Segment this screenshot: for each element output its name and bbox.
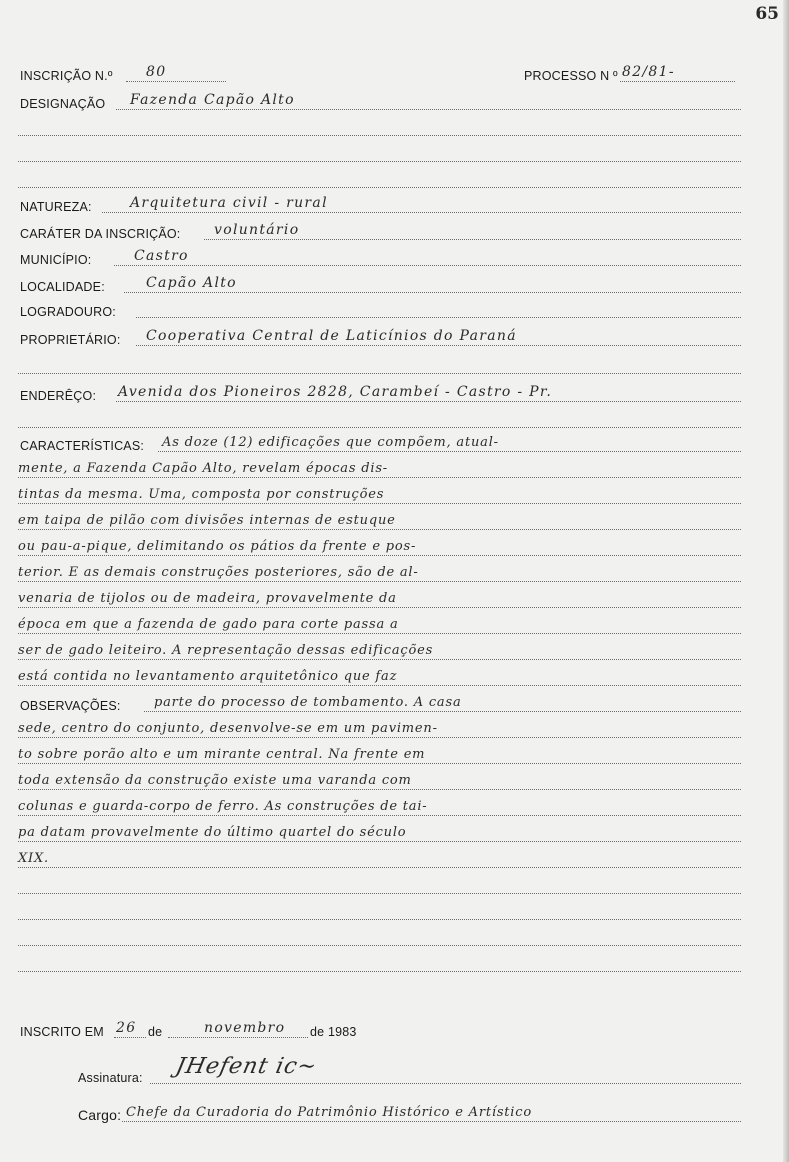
caracteristicas-row bbox=[18, 588, 741, 612]
localidade-label: LOCALIDADE: bbox=[20, 280, 105, 294]
proprietario-dotline bbox=[136, 345, 741, 346]
inscrito-month: novembro bbox=[204, 1020, 286, 1036]
caracteristicas-line-10: está contida no levantamento arquitetônico que faz bbox=[18, 669, 398, 684]
blank-line bbox=[18, 408, 741, 432]
municipio-dotline bbox=[114, 265, 741, 266]
observacoes-line-5: colunas e guarda-corpo de ferro. As construções de tai- bbox=[18, 799, 428, 814]
caracteristicas-row bbox=[18, 666, 741, 690]
dotline bbox=[18, 763, 741, 764]
dotline bbox=[18, 555, 741, 556]
scan-edge bbox=[783, 0, 789, 1162]
observacoes-row bbox=[18, 822, 741, 846]
caracteristicas-row bbox=[18, 640, 741, 664]
observacoes-line-1: parte do processo de tombamento. A casa bbox=[154, 695, 462, 710]
observacoes-row bbox=[18, 796, 741, 820]
inscrito-year: de 1983 bbox=[310, 1025, 357, 1039]
inscrito-day-dotline bbox=[114, 1037, 146, 1038]
observacoes-label: OBSERVAÇÕES: bbox=[20, 699, 121, 713]
inscricao-row bbox=[18, 62, 741, 86]
inscrito-label: INSCRITO EM bbox=[20, 1025, 104, 1039]
cargo-value: Chefe da Curadoria do Patrimônio Histórico e Artístico bbox=[126, 1105, 532, 1120]
assinatura-row bbox=[18, 1064, 741, 1088]
processo-dotline bbox=[620, 81, 735, 82]
caracteristicas-line-6: terior. E as demais construções posteriores, são de al- bbox=[18, 565, 419, 580]
observacoes-row bbox=[18, 692, 741, 716]
carater-dotline bbox=[204, 239, 741, 240]
endereco-row bbox=[18, 382, 741, 406]
dotline bbox=[18, 659, 741, 660]
caracteristicas-dotline bbox=[158, 451, 741, 452]
dotline bbox=[18, 477, 741, 478]
municipio-value: Castro bbox=[134, 248, 189, 264]
dotline bbox=[18, 161, 741, 162]
municipio-label: MUNICÍPIO: bbox=[20, 253, 92, 267]
observacoes-row bbox=[18, 718, 741, 742]
dotline bbox=[18, 503, 741, 504]
inscricao-label: INSCRIÇÃO N.º bbox=[20, 69, 113, 83]
processo-value: 82/81- bbox=[622, 64, 675, 80]
dotline bbox=[18, 427, 741, 428]
natureza-value: Arquitetura civil - rural bbox=[130, 195, 328, 211]
caracteristicas-line-2: mente, a Fazenda Capão Alto, revelam épocas dis- bbox=[18, 461, 388, 476]
inscricao-dotline bbox=[126, 81, 226, 82]
page-number: 65 bbox=[755, 4, 779, 24]
inscrito-day: 26 bbox=[116, 1020, 137, 1036]
endereco-value: Avenida dos Pioneiros 2828, Carambeí - Castro - Pr. bbox=[118, 384, 553, 400]
logradouro-row bbox=[18, 298, 741, 322]
localidade-value: Capão Alto bbox=[146, 275, 237, 291]
inscrito-row bbox=[18, 1018, 741, 1042]
designacao-row bbox=[18, 90, 741, 114]
dotline bbox=[18, 841, 741, 842]
observacoes-line-4: toda extensão da construção existe uma varanda com bbox=[18, 773, 412, 788]
logradouro-label: LOGRADOURO: bbox=[20, 305, 116, 319]
logradouro-dotline bbox=[136, 317, 741, 318]
observacoes-line-7: XIX. bbox=[18, 851, 49, 866]
dotline bbox=[18, 945, 741, 946]
caracteristicas-line-4: em taipa de pilão com divisões internas de estuque bbox=[18, 513, 396, 528]
natureza-dotline bbox=[102, 212, 741, 213]
inscrito-de-1: de bbox=[148, 1025, 163, 1039]
processo-label: PROCESSO N º bbox=[524, 69, 618, 83]
natureza-row bbox=[18, 193, 741, 217]
localidade-dotline bbox=[124, 292, 741, 293]
caracteristicas-line-1: As doze (12) edificações que compõem, atual- bbox=[162, 435, 499, 450]
dotline bbox=[18, 187, 741, 188]
assinatura-dotline bbox=[150, 1083, 741, 1084]
dotline bbox=[18, 135, 741, 136]
dotline bbox=[18, 867, 741, 868]
municipio-row bbox=[18, 246, 741, 270]
proprietario-value: Cooperativa Central de Laticínios do Paraná bbox=[146, 328, 517, 344]
cargo-label: Cargo: bbox=[78, 1107, 122, 1123]
blank-line bbox=[18, 354, 741, 378]
blank-line bbox=[18, 168, 741, 192]
caracteristicas-line-3: tintas da mesma. Uma, composta por construções bbox=[18, 487, 385, 502]
dotline bbox=[18, 373, 741, 374]
dotline bbox=[18, 529, 741, 530]
dotline bbox=[18, 685, 741, 686]
proprietario-row bbox=[18, 326, 741, 350]
caracteristicas-label: CARACTERÍSTICAS: bbox=[20, 439, 145, 453]
caracteristicas-row bbox=[18, 510, 741, 534]
observacoes-line-6: pa datam provavelmente do último quartel do século bbox=[18, 825, 407, 840]
caracteristicas-row bbox=[18, 484, 741, 508]
handwritten-signature: JHefent ic~ bbox=[173, 1054, 320, 1079]
caracteristicas-line-5: ou pau-a-pique, delimitando os pátios da frente e pos- bbox=[18, 539, 417, 554]
inscrito-month-dotline bbox=[168, 1037, 308, 1038]
observacoes-line-3: to sobre porão alto e um mirante central. Na frente em bbox=[18, 747, 426, 762]
caracteristicas-line-8: época em que a fazenda de gado para corte passa a bbox=[18, 617, 399, 632]
blank-line bbox=[18, 116, 741, 140]
observacoes-row bbox=[18, 770, 741, 794]
carater-label: CARÁTER DA INSCRIÇÃO: bbox=[20, 227, 181, 241]
blank-line bbox=[18, 874, 741, 898]
dotline bbox=[18, 633, 741, 634]
dotline bbox=[18, 737, 741, 738]
inscricao-value: 80 bbox=[146, 64, 167, 80]
cargo-row bbox=[18, 1102, 741, 1126]
carater-row bbox=[18, 220, 741, 244]
dotline bbox=[18, 581, 741, 582]
blank-line bbox=[18, 900, 741, 924]
blank-line bbox=[18, 952, 741, 976]
dotline bbox=[18, 815, 741, 816]
natureza-label: NATUREZA: bbox=[20, 200, 92, 214]
endereco-dotline bbox=[116, 401, 741, 402]
dotline bbox=[18, 893, 741, 894]
caracteristicas-line-7: venaria de tijolos ou de madeira, provavelmente da bbox=[18, 591, 397, 606]
assinatura-label: Assinatura: bbox=[78, 1071, 143, 1085]
caracteristicas-row bbox=[18, 536, 741, 560]
carater-value: voluntário bbox=[214, 222, 300, 238]
designacao-dotline bbox=[116, 109, 741, 110]
blank-line bbox=[18, 142, 741, 166]
cargo-dotline bbox=[122, 1121, 741, 1122]
caracteristicas-row bbox=[18, 432, 741, 456]
endereco-label: ENDERÊÇO: bbox=[20, 389, 97, 403]
designacao-value: Fazenda Capão Alto bbox=[130, 92, 295, 108]
dotline bbox=[18, 607, 741, 608]
observacoes-row bbox=[18, 744, 741, 768]
caracteristicas-row bbox=[18, 562, 741, 586]
proprietario-label: PROPRIETÁRIO: bbox=[20, 333, 121, 347]
observacoes-row bbox=[18, 848, 741, 872]
caracteristicas-row bbox=[18, 614, 741, 638]
dotline bbox=[18, 971, 741, 972]
blank-line bbox=[18, 926, 741, 950]
localidade-row bbox=[18, 273, 741, 297]
observacoes-line-2: sede, centro do conjunto, desenvolve-se em um pavimen- bbox=[18, 721, 438, 736]
dotline bbox=[18, 789, 741, 790]
observacoes-dotline bbox=[144, 711, 741, 712]
caracteristicas-row bbox=[18, 458, 741, 482]
caracteristicas-line-9: ser de gado leiteiro. A representação dessas edificações bbox=[18, 643, 434, 658]
designacao-label: DESIGNAÇÃO bbox=[20, 97, 106, 111]
dotline bbox=[18, 919, 741, 920]
